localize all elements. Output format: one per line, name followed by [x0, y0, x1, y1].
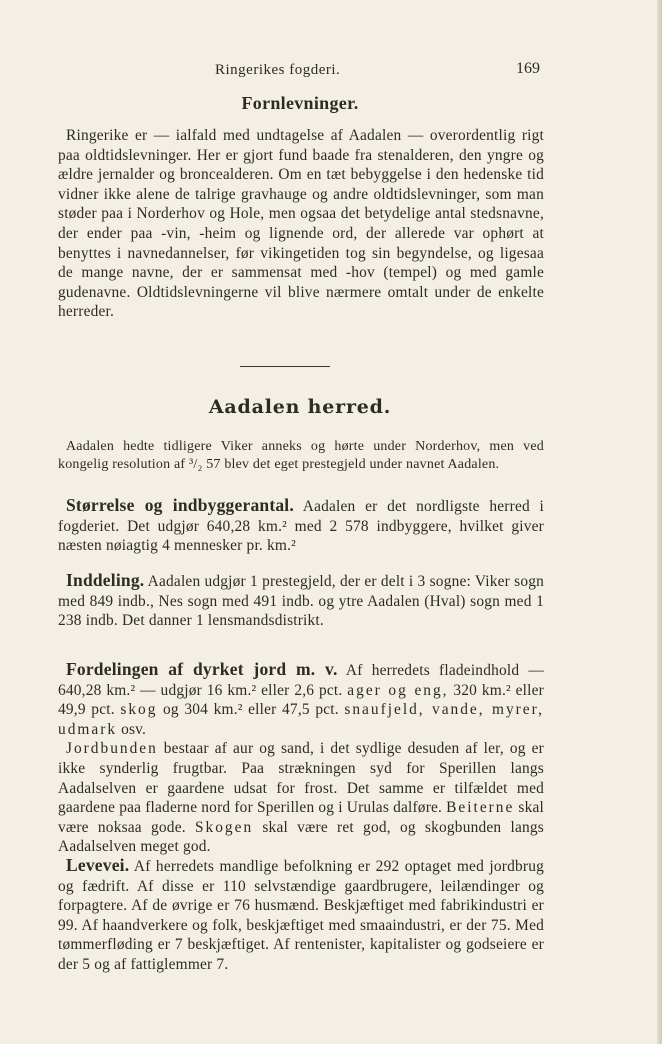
section-title: Fornlevninger. — [241, 93, 359, 113]
storrelse-heading: Størrelse og indbyggerantal. — [66, 495, 294, 515]
inddeling-text: Aadalen udgjør 1 prestegjeld, der er delt i 3 sogne: Viker sogn med 849 indb., Nes sogn med 491 indb. og ytre Aadalen (Hval) sogn med 1 238 indb. Det danner 1 lensmandsdistrikt. — [58, 573, 545, 630]
fordelingen-text-b: 320 km.² eller 49,9 pct. — [58, 681, 544, 719]
running-head — [60, 60, 540, 82]
chapter-intro — [58, 438, 544, 473]
running-title: Ringerikes fogderi. — [215, 62, 341, 78]
inddeling-heading: Inddeling. — [66, 570, 145, 590]
levevei-paragraph — [58, 856, 544, 975]
storrelse-paragraph — [58, 496, 544, 556]
term-jordbunden: Jordbunden — [66, 740, 158, 758]
chapter-title: Aadalen herred. — [208, 396, 392, 418]
page-edge — [657, 0, 662, 1044]
jordbunden-text: bestaar af aur og sand, i det sydlige desuden af ler, og er ikke synderlig frugtbar. Paa strækningen syd for Sperillen langs Aadalselven er gaardene udsat for frost. Det samme er tilfældet med gaardene paa fladerne nord for Sperillen og i Urulas dalføre. — [58, 740, 544, 817]
fordelingen-paragraph — [58, 660, 544, 857]
term-skog: skog — [120, 701, 158, 719]
fornlevninger-text: Ringerike er — ialfald med undtagelse af Aadalen — overordentlig rigt paa oldtidslevninger. Her er gjort fund baade fra stenalderen, den yngre og ældre jernalder og broncealderen. Om en tæt bebyggelse i den hedenske tid vidner ikke alene de talrige gravhauge og andre oldtidslevninger, som man støder paa i Norderhov og Hole, men ogsaa det betydelige antal stedsnavne, der ender paa -vin, -heim og lignende ord, der allerede var ophørt at benyttes i navnedannelser, før vikingetiden tog sin begyndelse, og ligesaa de mange navne, der er sammensat med -hov (tempel) og med gamle gudenavne. Oldtidslevningerne vil blive nærmere omtalt under de enkelte herreder. — [58, 127, 544, 321]
term-beiterne: Beiterne — [446, 799, 515, 817]
fordelingen-heading: Fordelingen af dyrket jord m. v. — [66, 659, 338, 679]
skogen-text: skal være ret god, og skogbunden langs Aadalselven meget god. — [58, 818, 544, 856]
term-ager-eng: ager og eng, — [347, 681, 449, 699]
section-divider — [240, 366, 330, 367]
levevei-text: Af herredets mandlige befolkning er 292 optaget med jordbrug og fædrift. Af disse er 110 selvstændige gaardbrugere, leilændinger og forpagtere. Af de øvrige er 76 husmænd. Beskjæftiget med fabrikindustri er 99. Af haandverkere og folk, beskjæftiget med smaaindustri, er der 75. Med tømmerfløding er 7 beskjæftiget. Af rentenister, kapitalister og godseiere er der 5 og af fattiglemmer 7. — [58, 858, 544, 973]
page-number: 169 — [516, 60, 540, 77]
intro-text: Aadalen hedte tidligere Viker anneks og hørte under Norderhov, men ved kongelig resolution af ³/₂ 57 blev det eget prestegjeld under navnet Aadalen. — [58, 439, 544, 472]
levevei-heading: Levevei. — [66, 855, 130, 875]
storrelse-text: Aadalen er det nordligste herred i fogderiet. Det udgjør 640,28 km.² med 2 578 indbyggere, hvilket giver næsten nøiagtig 4 mennesker pr. km.² — [58, 498, 544, 555]
fordelingen-text-a: Af herredets fladeindhold — 640,28 km.² — udgjør 16 km.² eller 2,6 pct. — [58, 662, 544, 699]
term-snaufjeld: snaufjeld, vande, myrer, udmark — [58, 701, 544, 738]
inddeling-paragraph — [58, 571, 544, 631]
term-skogen: Skogen — [194, 818, 254, 836]
fordelingen-text-c: og 304 km.² eller 47,5 pct. — [163, 701, 339, 719]
fordelingen-text-d: osv. — [121, 720, 147, 738]
beiterne-text: skal være noksaa gode. — [58, 799, 544, 836]
fornlevninger-paragraph — [58, 126, 544, 322]
